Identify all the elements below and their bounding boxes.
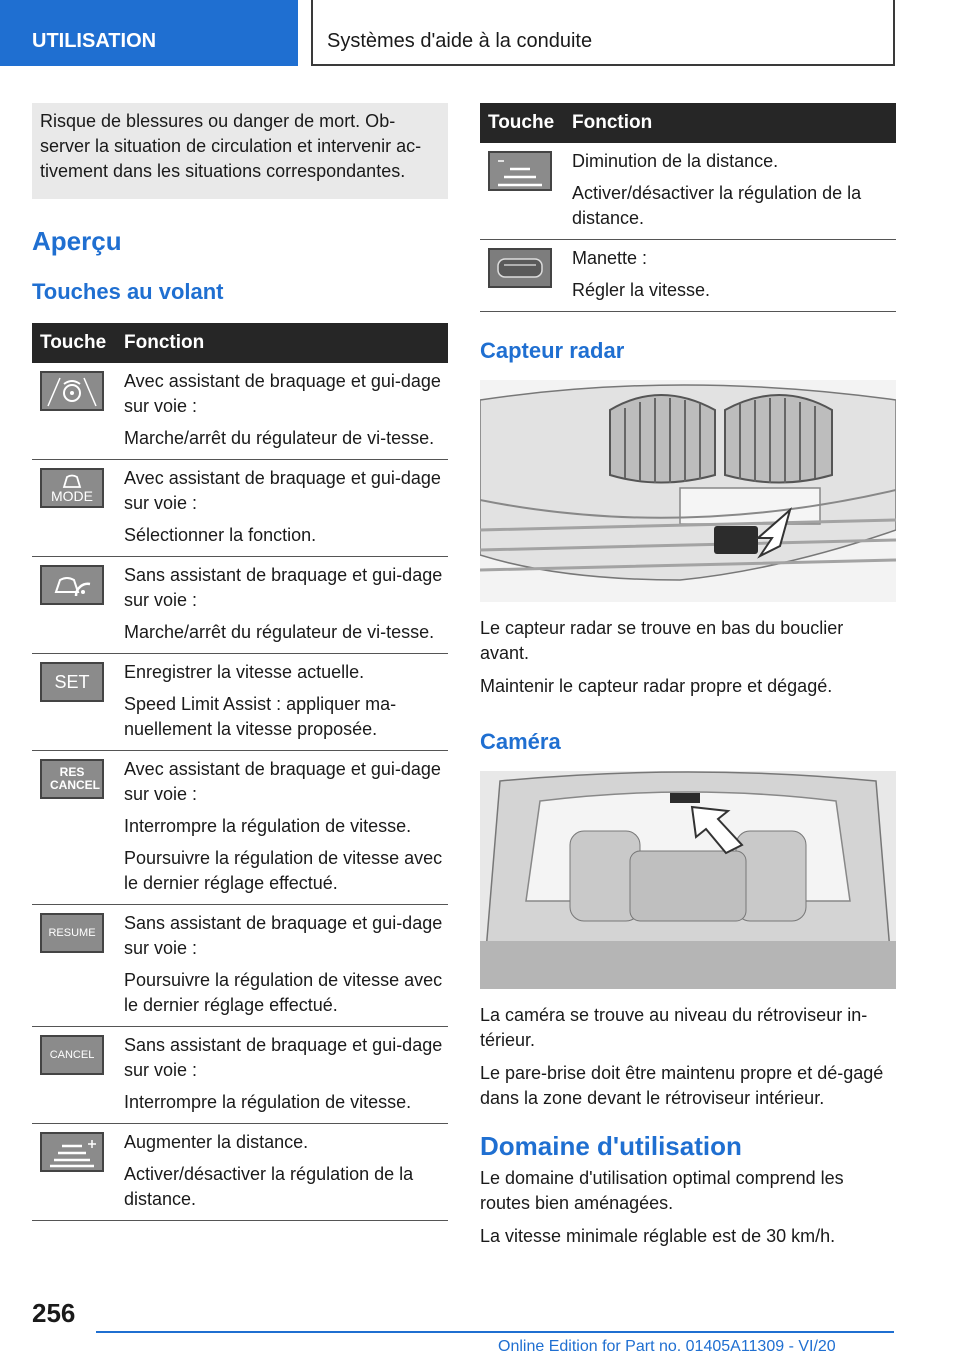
table-row [480, 240, 896, 312]
domain-paragraph-2: La vitesse minimale réglable est de 30 km/h. [480, 1226, 836, 1246]
table-row [480, 143, 896, 240]
distance-decrease-icon [488, 151, 552, 191]
table-row [32, 557, 448, 654]
chapter-title: Systèmes d'aide à la conduite [327, 30, 593, 52]
function-text: Interrompre la régulation de vitesse. [124, 1092, 412, 1112]
function-text: Sans assistant de braquage et gui-dage sur voie : [124, 913, 443, 958]
function-text: Sans assistant de braquage et gui-dage sur voie : [124, 1035, 443, 1080]
camera-illustration [480, 771, 896, 989]
warning-box [32, 103, 448, 199]
column-header-key: Touche [480, 103, 572, 143]
radar-sensor-illustration [480, 380, 896, 602]
function-text: Avec assistant de braquage et gui-dage sur voie : [124, 759, 441, 804]
table-row [32, 654, 448, 751]
section-tab [0, 0, 298, 66]
function-text: Interrompre la régulation de vitesse. [124, 816, 412, 836]
key-label: RESUME [48, 926, 96, 939]
section-title: UTILISATION [32, 30, 157, 52]
table-row [32, 751, 448, 905]
function-text: Avec assistant de braquage et gui-dage sur voie : [124, 371, 441, 416]
cancel-button-icon [40, 1035, 104, 1075]
function-text: Régler la vitesse. [572, 280, 711, 300]
function-text: Sélectionner la fonction. [124, 525, 317, 545]
function-text: Avec assistant de braquage et gui-dage sur voie : [124, 468, 441, 513]
right-column [480, 103, 896, 1249]
function-text: Manette : [572, 248, 648, 268]
page-number: 256 [32, 1298, 76, 1328]
domain-paragraph-1: Le domaine d'utilisation optimal comprend les routes bien aménagées. [480, 1168, 844, 1213]
edition-footer: Online Edition for Part no. 01405A11309 - VI/20 [498, 1338, 836, 1355]
table-row [32, 460, 448, 557]
table-row [32, 905, 448, 1027]
left-column [32, 103, 448, 1221]
lane-steering-wheel-icon [40, 371, 104, 411]
resume-button-icon [40, 913, 104, 953]
chapter-header [311, 0, 895, 66]
column-header-key: Touche [32, 323, 124, 363]
function-text: Diminution de la distance. [572, 151, 779, 171]
camera-paragraph-2: Le pare-brise doit être maintenu propre et dé-gagé dans la zone devant le rétroviseur intérieur. [480, 1063, 884, 1108]
column-header-function: Fonction [124, 323, 448, 363]
radar-paragraph-1: Le capteur radar se trouve en bas du bouclier avant. [480, 618, 844, 663]
steering-keys-table-continued [480, 103, 896, 312]
key-label: MODE [51, 488, 93, 504]
table-row [32, 1027, 448, 1124]
table-header-row [480, 103, 896, 143]
radar-title: Capteur radar [480, 338, 625, 363]
res-cancel-button-icon [40, 759, 104, 799]
function-text: Poursuivre la régulation de vitesse avec le dernier réglage effectué. [124, 970, 443, 1015]
function-text: Speed Limit Assist : appliquer ma-nuellement la vitesse proposée. [124, 694, 397, 739]
overview-title: Aperçu [32, 226, 122, 256]
key-label: CANCEL [49, 1048, 95, 1061]
table-row [32, 1124, 448, 1221]
domain-title: Domaine d'utilisation [480, 1131, 742, 1161]
distance-increase-icon [40, 1132, 104, 1172]
table-header-row [32, 323, 448, 363]
function-text: Activer/désactiver la régulation de la distance. [124, 1164, 414, 1209]
steering-keys-table [32, 323, 448, 1221]
function-text: Poursuivre la régulation de vitesse avec le dernier réglage effectué. [124, 848, 443, 893]
column-header-function: Fonction [572, 103, 896, 143]
table-row [32, 363, 448, 460]
camera-paragraph-1: La caméra se trouve au niveau du rétroviseur in-térieur. [480, 1005, 868, 1050]
function-text: Activer/désactiver la régulation de la distance. [572, 183, 862, 228]
key-label: SET [54, 671, 90, 692]
function-text: Enregistrer la vitesse actuelle. [124, 662, 365, 682]
radar-paragraph-2: Maintenir le capteur radar propre et dégagé. [480, 676, 833, 696]
overview-subtitle: Touches au volant [32, 279, 224, 304]
cruise-control-icon [40, 565, 104, 605]
footer-divider [96, 1331, 894, 1333]
mode-button-icon [40, 468, 104, 508]
function-text: Augmenter la distance. [124, 1132, 309, 1152]
function-text: Sans assistant de braquage et gui-dage sur voie : [124, 565, 443, 610]
set-button-icon [40, 662, 104, 702]
function-text: Marche/arrêt du régulateur de vi-tesse. [124, 428, 435, 448]
camera-title: Caméra [480, 729, 561, 754]
warning-text: Risque de blessures ou danger de mort. Ob-server la situation de circulation et intervenir ac-tivement dans les situations correspondantes. [40, 111, 422, 181]
key-label: RES CANCEL [50, 765, 100, 792]
rocker-switch-icon [488, 248, 552, 288]
function-text: Marche/arrêt du régulateur de vi-tesse. [124, 622, 435, 642]
